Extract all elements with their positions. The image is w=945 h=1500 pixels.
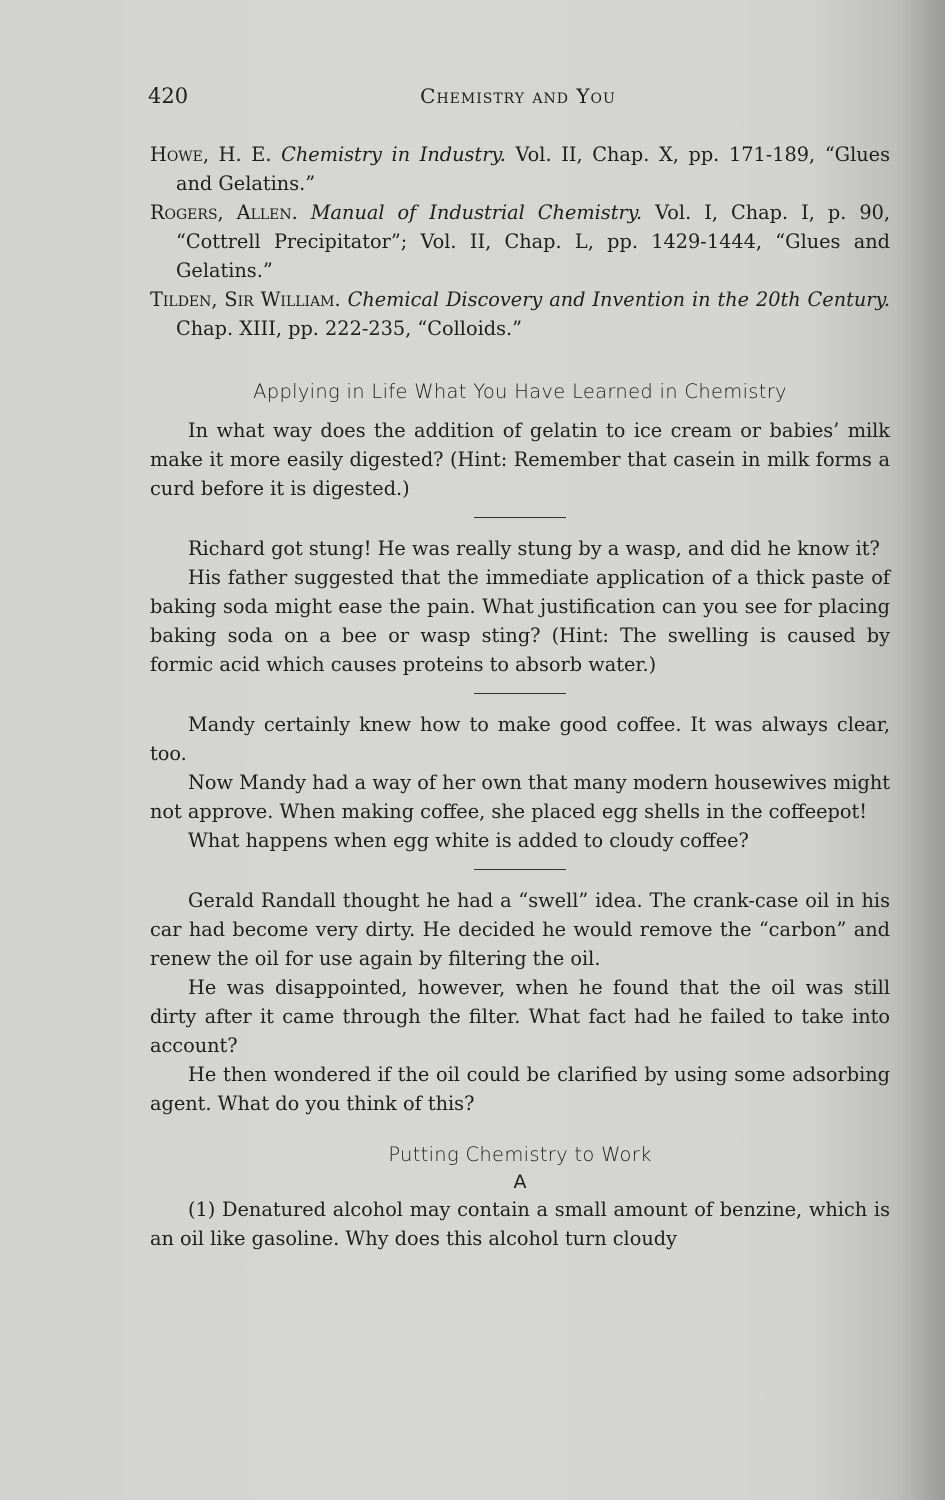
coffee-question: What happens when egg white is added to cloudy coffee?	[188, 829, 749, 852]
oil-followup: He then wondered if the oil could be clarified by using some adsorbing agent. What do you think of this?	[150, 1063, 890, 1115]
reference-details: Chap. XIII, pp. 222-235, “Colloids.”	[176, 317, 522, 340]
reference-item	[150, 140, 890, 198]
oil-question: He was disappointed, however, when he found that the oil was still dirty after it came through the filter. What fact had he failed to take into account?	[150, 976, 890, 1057]
reference-author: Tilden, Sir William.	[150, 288, 341, 311]
reference-title: Manual of Industrial Chemistry.	[310, 201, 643, 224]
reference-details: Vol. I, Chap. I, p. 90, “Cottrell Precipitator”; Vol. II, Chap. L, pp. 1429-1444, “Glues and Gelatins.”	[176, 201, 891, 282]
page-content	[150, 140, 890, 1253]
wasp-question: His father suggested that the immediate application of a thick paste of baking soda might ease the pain. What justification can you see for placing baking soda on a bee or wasp sting? (Hint: The swelling is caused by formic acid which causes proteins to absorb water.)	[150, 566, 890, 676]
coffee-detail: Now Mandy had a way of her own that many modern housewives might not approve. When making coffee, she placed egg shells in the coffeepot!	[150, 771, 890, 823]
reference-list	[150, 140, 890, 343]
gelatin-question: In what way does the addition of gelatin to ice cream or babies’ milk make it more easily digested? (Hint: Remember that casein in milk forms a curd before it is digested.)	[150, 419, 890, 500]
reference-title: Chemical Discovery and Invention in the 20th Century.	[347, 288, 890, 311]
page-header	[148, 84, 888, 114]
reference-item	[150, 198, 890, 285]
separator-rule	[474, 693, 566, 694]
putting-subheading: A	[513, 1171, 527, 1193]
oil-story: Gerald Randall thought he had a “swell” idea. The crank-case oil in his car had become very dirty. He decided he would remove the “carbon” and renew the oil for use again by filtering the oil.	[150, 889, 890, 970]
reference-author: Rogers, Allen.	[150, 201, 298, 224]
exercise-item: (1) Denatured alcohol may contain a small amount of benzine, which is an oil like gasoline. Why does this alcohol turn cloudy	[150, 1198, 890, 1250]
reference-title: Chemistry in Industry.	[281, 143, 506, 166]
separator-rule	[474, 517, 566, 518]
wasp-story: Richard got stung! He was really stung by a wasp, and did he know it?	[188, 537, 880, 560]
coffee-story: Mandy certainly knew how to make good coffee. It was always clear, too.	[150, 713, 890, 765]
running-title: Chemistry and You	[420, 84, 616, 108]
reference-author: Howe, H. E.	[150, 143, 272, 166]
putting-heading: Putting Chemistry to Work	[388, 1143, 652, 1166]
reference-item	[150, 285, 890, 343]
separator-rule	[474, 869, 566, 870]
applying-heading: Applying in Life What You Have Learned in Chemistry	[253, 380, 787, 403]
reference-details: Vol. II, Chap. X, pp. 171-189, “Glues and Gelatins.”	[176, 143, 890, 195]
page-number: 420	[148, 84, 189, 108]
